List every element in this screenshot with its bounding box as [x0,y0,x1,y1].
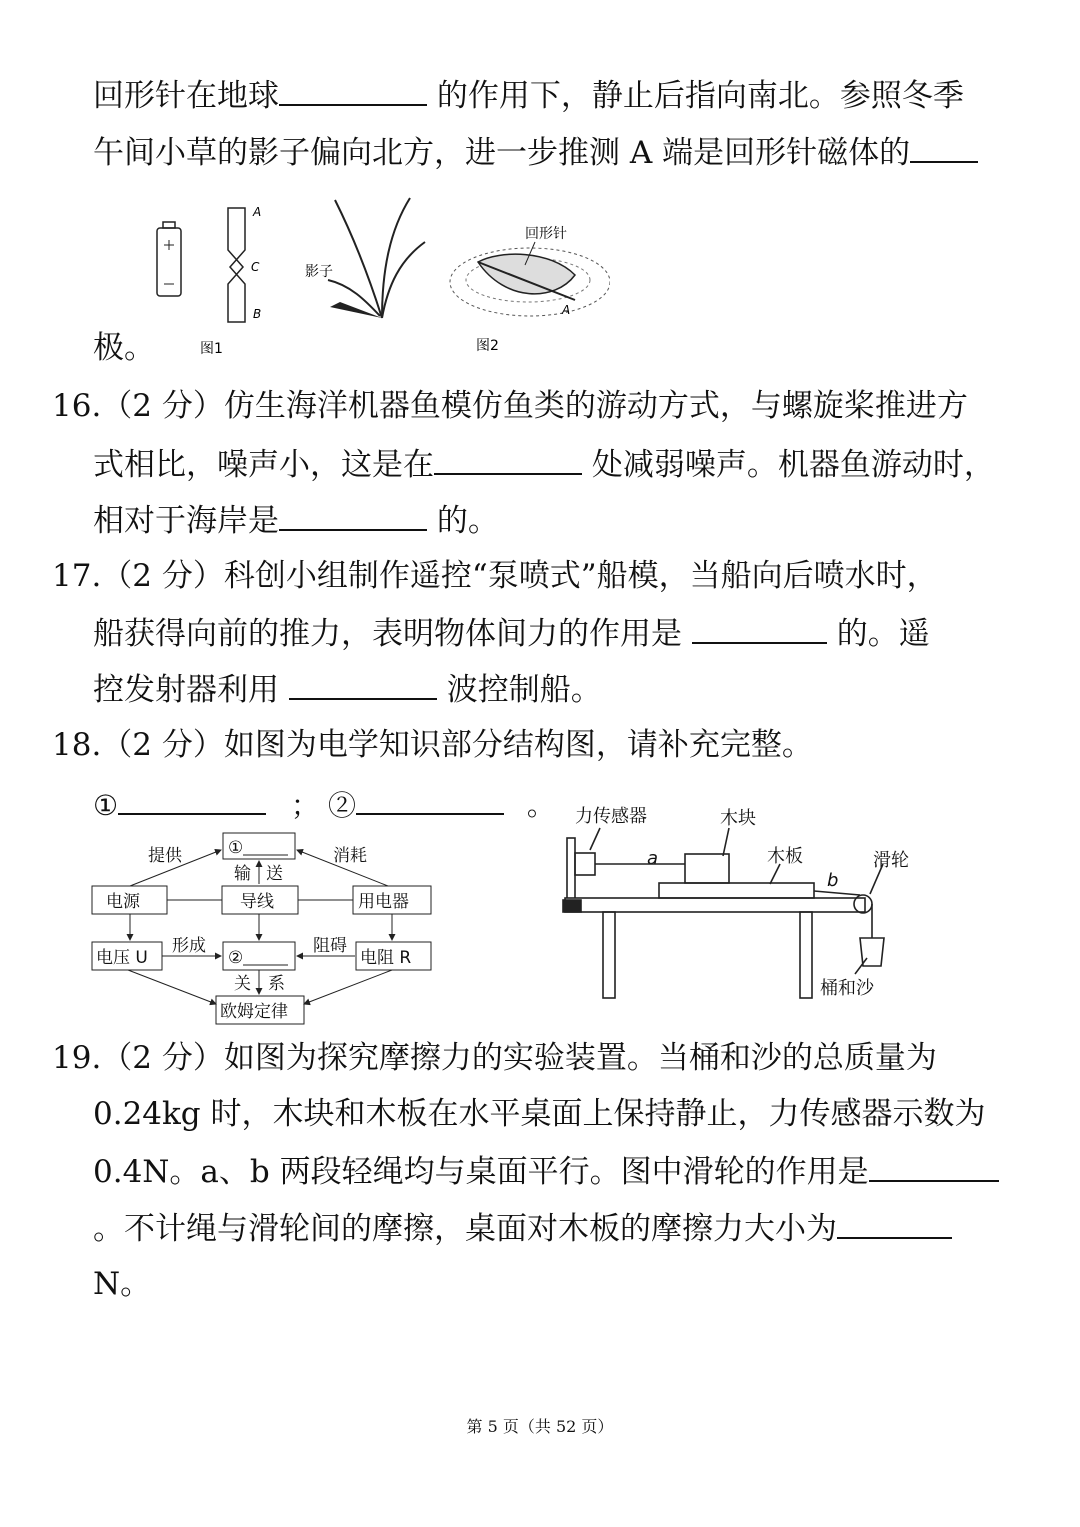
sensor-label: 力传感器 [575,806,647,827]
q15-text: 的作用下，静止后指向南北。参照冬季 [436,78,964,114]
transmit-label: 输 [234,864,251,884]
answer-blank[interactable] [910,131,978,163]
battery-figure [157,222,181,296]
q19-line-4 [93,1207,952,1249]
consume-label: 消耗 [333,846,367,866]
clip-label-a: A [253,205,262,219]
q19-line-1: 19.（2 分）如图为探究摩擦力的实验装置。当桶和沙的总质量为 [52,1040,937,1076]
bucket-label: 桶和沙 [820,978,874,999]
leaf-label-a: A [562,303,571,317]
answer-blank[interactable] [837,1207,952,1239]
q15-text: 回形针在地球 [93,78,279,114]
circle-two: ② [327,789,356,822]
shadow-label: 影子 [305,264,333,280]
answer-blank[interactable] [279,499,427,531]
clip-figure [200,205,261,357]
q18-line-1: 18.（2 分）如图为电学知识部分结构图，请补充完整。 [52,727,813,763]
grass-figure [305,198,425,318]
ohm-law-label: 欧姆定律 [220,1002,288,1022]
q17-text: 控发射器利用 [93,672,279,708]
separator: ； [291,789,320,822]
q17-line-3 [93,668,602,710]
q15-line-1 [93,74,964,116]
q16-text: 的。 [436,503,499,539]
block-label: 木块 [720,808,756,829]
circle-one: ① [93,789,119,822]
q19-text: 0.4N。a、b 两段轻绳均与桌面平行。图中滑轮的作用是 [93,1154,869,1190]
answer-blank[interactable] [118,783,266,815]
q16-line-1: 16.（2 分）仿生海洋机器鱼模仿鱼类的游动方式，与螺旋桨推进方 [52,388,968,424]
q17-text: 波控制船。 [446,672,602,708]
q16-text: 相对于海岸是 [93,503,279,539]
q15-text: 午间小草的影子偏向北方，进一步推测 A 端是回形针磁体的 [93,135,911,171]
relation-label-2: 系 [268,974,285,994]
friction-apparatus-figure [555,798,935,1008]
pulley-label: 滑轮 [873,850,909,871]
clip-label-c: C [251,260,260,274]
q18-answer-line [93,783,555,826]
answer-blank[interactable] [869,1150,999,1182]
answer-blank[interactable] [289,668,437,700]
fig1-caption: 图1 [200,341,223,357]
answer-blank[interactable] [434,443,582,475]
q16-line-2 [93,443,995,485]
answer-blank[interactable] [356,783,504,815]
clip-label: 回形针 [525,226,567,242]
board-label: 木板 [767,846,803,867]
q19-line-5: N。 [93,1266,152,1302]
leaf-figure [450,225,610,354]
q16-text: 处减弱噪声。机器鱼游动时， [591,447,995,483]
page-footer: 第 5 页（共 52 页） [466,1417,614,1436]
q15-figures [150,190,610,360]
fig2-caption: 图2 [476,338,499,354]
box-2-label: ② [228,948,244,968]
resistance-label: 电阻 R [360,948,412,968]
form-label: 形成 [172,936,206,956]
q16-text: 式相比，噪声小，这是在 [93,447,434,483]
q17-text: 的。遥 [836,616,930,652]
q19-line-2: 0.24kg 时，木块和木板在水平桌面上保持静止，力传感器示数为 [93,1096,986,1132]
clip-label-b: B [253,307,262,321]
answer-blank[interactable] [692,612,827,644]
q19-text: 。不计绳与滑轮间的摩擦，桌面对木板的摩擦力大小为 [93,1211,837,1247]
relation-label: 关 [234,974,251,994]
q19-line-3 [93,1150,999,1192]
rope-a-label: a [647,848,659,869]
provide-label: 提供 [148,846,182,866]
period: 。 [526,789,555,822]
power-label: 电源 [106,892,140,912]
q15-line-3: 极。 [93,330,155,366]
hinder-label: 阻碍 [313,936,347,956]
wire-label: 导线 [240,892,274,912]
answer-blank[interactable] [279,74,427,106]
appliance-label: 用电器 [358,892,409,912]
box-1-label: ① [228,838,244,858]
q17-line-1: 17.（2 分）科创小组制作遥控“泵喷式”船模，当船向后喷水时， [52,558,938,594]
q15-line-2 [93,131,978,173]
q16-line-3 [93,499,499,541]
rope-b-label: b [827,870,839,891]
q17-text: 船获得向前的推力，表明物体间力的作用是 [93,616,682,652]
q17-line-2 [93,612,930,654]
electricity-structure-diagram [88,828,438,1026]
transmit-label-2: 送 [266,864,283,884]
voltage-label: 电压 U [96,948,148,968]
